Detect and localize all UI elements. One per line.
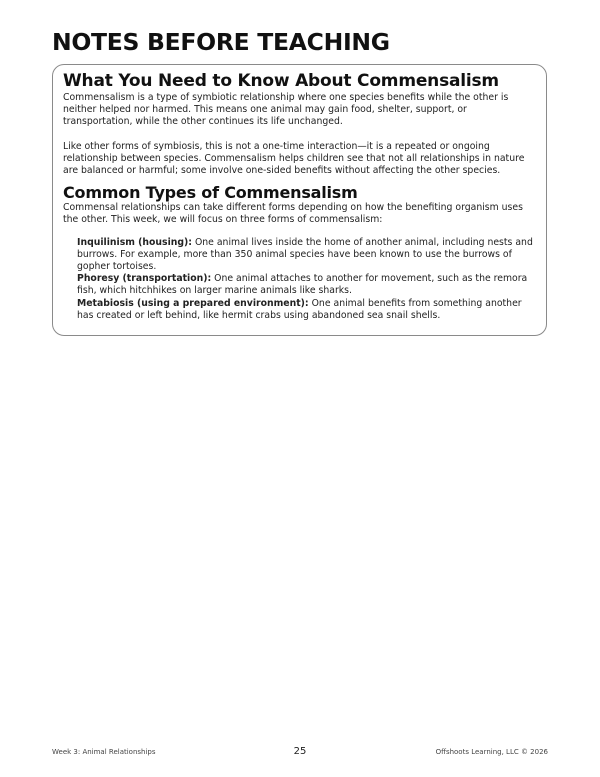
page-title: NOTES BEFORE TEACHING	[52, 28, 390, 56]
section-heading-types: Common Types of Commensalism	[63, 183, 358, 203]
footer-copyright: Offshoots Learning, LLC © 2026	[435, 748, 548, 756]
term-inquilinism: Inquilinism (housing):	[77, 236, 193, 248]
list-item	[77, 298, 536, 322]
footer-week-label: Week 3: Animal Relationships	[52, 748, 156, 756]
page-footer	[52, 746, 548, 760]
term-metabiosis: Metabiosis (using a prepared environment):	[77, 297, 309, 309]
types-list	[77, 237, 536, 322]
paragraph-definition: Commensalism is a type of symbiotic relationship where one species benefits while the other is neither helped nor harmed. This means one animal may gain food, shelter, support, or transportation, while the other continues its life unchanged.	[63, 92, 509, 128]
page-number: 25	[293, 746, 307, 757]
section-heading-commensalism: What You Need to Know About Commensalism	[63, 71, 499, 91]
notes-box	[52, 64, 547, 336]
definition-inquilinism: One animal lives inside the home of another animal, including nests and burrows. For example, more than 350 animal species have been known to use the burrows of gopher tortoises.	[77, 236, 533, 273]
paragraph-types-intro: Commensal relationships can take different forms depending on how the benefiting organism uses the other. This week, we will focus on three forms of commensalism:	[63, 202, 523, 226]
list-item	[77, 273, 536, 297]
list-item	[77, 237, 536, 274]
definition-metabiosis: One animal benefits from something another has created or left behind, like hermit crabs using abandoned sea snail shells.	[77, 297, 522, 321]
term-phoresy: Phoresy (transportation):	[77, 273, 212, 285]
paragraph-symbiosis: Like other forms of symbiosis, this is not a one-time interaction—it is a repeated or ongoing relationship between species. Commensalism helps children see that not all relationships in nature are balanced or harmful; some involve one-sided benefits without affecting the other species.	[63, 140, 525, 177]
definition-phoresy: One animal attaches to another for movement, such as the remora fish, which hitchhikes on larger marine animals like sharks.	[77, 273, 528, 297]
